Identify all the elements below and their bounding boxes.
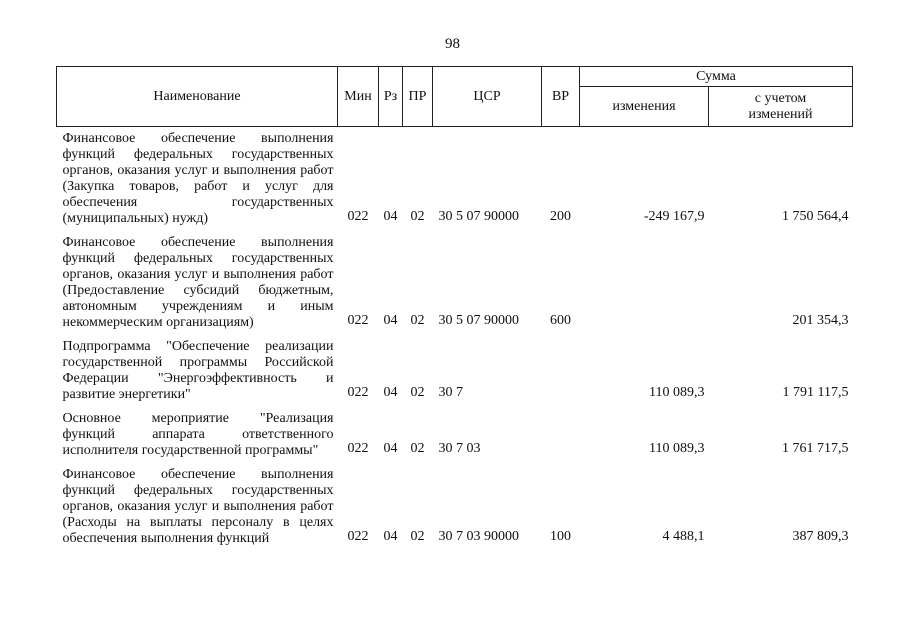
row-vr: 100 xyxy=(550,529,571,544)
row-pr: 02 xyxy=(410,385,425,400)
row-name: Финансовое обеспечение выполнения функций федеральных государственных органов, оказания услуг и выполнения работ (Расходы на выплаты персоналу в целях обеспечения выполнения функций xyxy=(62,467,334,546)
row-csr: 30 7 03 90000 xyxy=(438,529,519,544)
table-row xyxy=(57,407,853,463)
row-rz: 04 xyxy=(383,441,398,456)
row-name: Финансовое обеспечение выполнения функций федеральных государственных органов, оказания услуг и выполнения работ (Закупка товаров, работ и услуг для обеспечения государственных (муниципальных) нужд) xyxy=(62,131,334,226)
row-csr: 30 7 03 xyxy=(438,441,481,456)
row-min: 022 xyxy=(347,529,369,544)
header-change: изменения xyxy=(580,87,709,127)
table-row xyxy=(57,127,853,232)
table-row xyxy=(57,335,853,407)
row-pr: 02 xyxy=(410,441,425,456)
header-with-change: с учетом изменений xyxy=(709,87,853,127)
row-total: 387 809,3 xyxy=(792,529,849,544)
row-pr: 02 xyxy=(410,529,425,544)
row-pr: 02 xyxy=(410,209,425,224)
row-rz: 04 xyxy=(383,529,398,544)
row-csr: 30 5 07 90000 xyxy=(438,313,519,328)
row-rz: 04 xyxy=(383,313,398,328)
row-csr: 30 5 07 90000 xyxy=(438,209,519,224)
row-total: 201 354,3 xyxy=(792,313,849,328)
row-name: Подпрограмма "Обеспечение реализации государственной программы Российской Федерации "Энергоэффективность и развитие энергетики" xyxy=(62,339,334,402)
row-change: 110 089,3 xyxy=(649,441,705,456)
header-rz: Рз xyxy=(379,67,403,127)
row-change: -249 167,9 xyxy=(643,209,705,224)
row-total: 1 761 717,5 xyxy=(782,441,849,456)
header-min: Мин xyxy=(338,67,379,127)
row-min: 022 xyxy=(347,441,369,456)
row-csr: 30 7 xyxy=(438,385,463,400)
row-vr xyxy=(542,335,580,407)
table-row xyxy=(57,463,853,551)
row-total: 1 750 564,4 xyxy=(782,209,849,224)
header-name: Наименование xyxy=(57,67,338,127)
row-name: Финансовое обеспечение выполнения функций федеральных государственных органов, оказания услуг и выполнения работ (Предоставление субсидий бюджетным, автономным учреждениям и иным некоммерческим организациям) xyxy=(62,235,334,330)
header-pr: ПР xyxy=(403,67,433,127)
row-min: 022 xyxy=(347,385,369,400)
header-csr: ЦСР xyxy=(433,67,542,127)
row-rz: 04 xyxy=(383,209,398,224)
header-sum: Сумма xyxy=(580,67,853,87)
row-pr: 02 xyxy=(410,313,425,328)
row-vr: 200 xyxy=(550,209,571,224)
row-total: 1 791 117,5 xyxy=(782,385,849,400)
budget-table xyxy=(56,66,853,551)
row-vr: 600 xyxy=(550,313,571,328)
row-change: 4 488,1 xyxy=(662,529,705,544)
row-rz: 04 xyxy=(383,385,398,400)
row-name: Основное мероприятие "Реализация функций аппарата ответственного исполнителя государственной программы" xyxy=(62,411,334,458)
page-number: 98 xyxy=(445,36,460,52)
table-row xyxy=(57,231,853,335)
row-vr xyxy=(542,407,580,463)
row-change xyxy=(580,231,709,335)
row-change: 110 089,3 xyxy=(649,385,705,400)
header-vr: ВР xyxy=(542,67,580,127)
row-min: 022 xyxy=(347,209,369,224)
row-min: 022 xyxy=(347,313,369,328)
